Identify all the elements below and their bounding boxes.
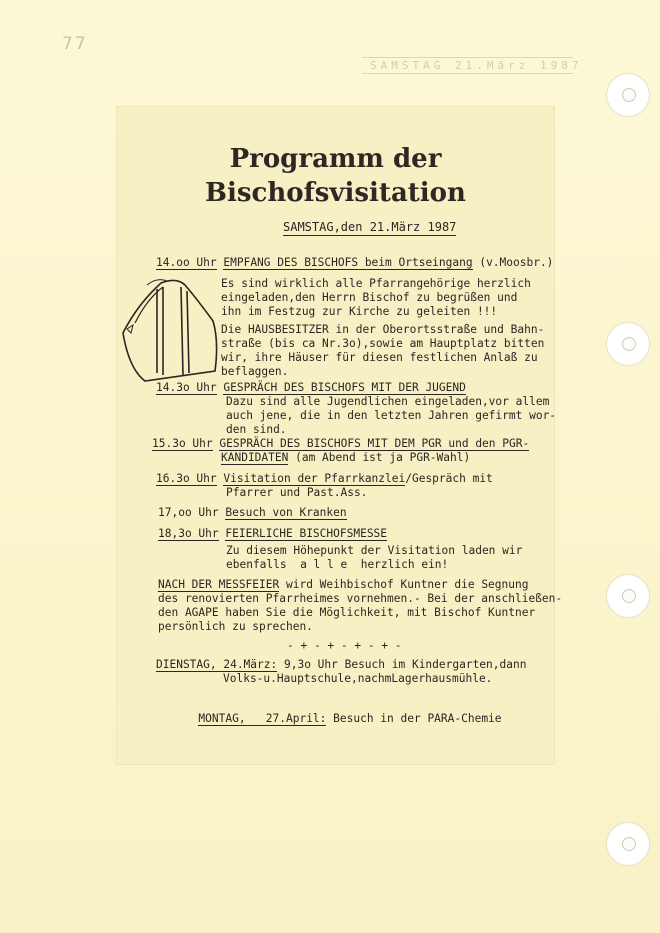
event-note: /Gespräch mit	[405, 472, 493, 485]
event-note: (am Abend ist ja PGR-Wahl)	[288, 451, 471, 464]
event-title: GESPRÄCH DES BISCHOFS MIT DEM PGR und den PGR-	[219, 437, 530, 450]
detail-line: auch jene, die in den letzten Jahren gefirmt wor-	[226, 409, 557, 422]
detail-line: Dazu sind alle Jugendlichen eingeladen,vor allem	[226, 395, 550, 408]
schedule-item	[158, 506, 347, 520]
schedule-item	[152, 437, 529, 451]
title-line-2: Bischofsvisitation	[205, 178, 466, 208]
punch-hole	[606, 73, 650, 117]
punch-hole	[606, 322, 650, 366]
detail-line: Es sind wirklich alle Pfarrangehörige herzlich	[221, 277, 531, 290]
schedule-item	[158, 527, 387, 541]
date-text: Besuch in der PARA-Chemie	[326, 712, 502, 725]
time-label: 16.3o Uhr	[156, 472, 217, 485]
schedule-item-continued	[221, 451, 470, 465]
event-title: Besuch von Kranken	[225, 506, 347, 519]
newspaper-clipping	[117, 107, 563, 764]
divider: - + - + - + - + -	[287, 639, 402, 652]
after-mass-line: des renovierten Pfarrheimes vornehmen.- Bei der anschließen-	[158, 592, 563, 605]
punch-hole	[606, 574, 650, 618]
time-label: 17,oo Uhr	[158, 506, 219, 519]
detail-line: straße (bis ca Nr.3o),sowie am Hauptplatz bitten	[221, 337, 545, 350]
after-mass-line: wird Weihbischof Kuntner die Segnung	[279, 578, 529, 591]
event-title: GESPRÄCH DES BISCHOFS MIT DER JUGEND	[223, 381, 466, 394]
date-text-continued: Volks-u.Hauptschule,nachmLagerhausmühle.	[223, 672, 493, 685]
after-mass-line: den AGAPE haben Sie die Möglichkeit, mit Bischof Kuntner	[158, 606, 536, 619]
schedule-item	[156, 381, 466, 395]
later-date	[156, 658, 526, 672]
detail-line: beflaggen.	[221, 365, 289, 378]
bishop-mitre-icon	[117, 269, 221, 389]
bleed-through-text: SAMSTAG 21.März 1987	[362, 57, 573, 74]
event-title: Visitation der Pfarrkanzlei	[223, 472, 406, 485]
event-title: FEIERLICHE BISCHOFSMESSE	[225, 527, 388, 540]
detail-line: wir, ihre Häuser für diesen festlichen Anlaß zu	[221, 351, 538, 364]
date-label: DIENSTAG, 24.März:	[156, 658, 278, 671]
detail-line: eingeladen,den Herrn Bischof zu begrüßen und	[221, 291, 518, 304]
later-date	[158, 698, 502, 740]
detail-line: ihn im Festzug zur Kirche zu geleiten !!!	[221, 305, 498, 318]
event-note: (v.Moosbr.)	[472, 256, 554, 269]
event-title-continued: KANDIDATEN	[221, 451, 289, 464]
date-text: 9,3o Uhr Besuch im Kindergarten,dann	[277, 658, 527, 671]
date-subheading: SAMSTAG,den 21.März 1987	[283, 220, 457, 234]
detail-line: Pfarrer und Past.Ass.	[226, 486, 368, 499]
schedule-item	[156, 472, 493, 486]
after-mass-line: persönlich zu sprechen.	[158, 620, 313, 633]
time-label: 14.3o Uhr	[156, 381, 217, 394]
detail-line: den sind.	[226, 423, 287, 436]
date-label: MONTAG, 27.April:	[198, 712, 327, 725]
title-line-1: Programm der	[229, 144, 442, 174]
punch-hole	[606, 822, 650, 866]
detail-line: Zu diesem Höhepunkt der Visitation laden wir	[226, 544, 523, 557]
time-label: 18,3o Uhr	[158, 527, 219, 540]
schedule-item	[156, 256, 553, 270]
after-mass-paragraph	[158, 578, 528, 592]
page-number: 77	[62, 34, 88, 54]
detail-line: ebenfalls a l l e herzlich ein!	[226, 558, 449, 571]
detail-line: Die HAUSBESITZER in der Oberortsstraße und Bahn-	[221, 323, 545, 336]
time-label: 15.3o Uhr	[152, 437, 213, 450]
event-title: EMPFANG DES BISCHOFS beim Ortseingang	[223, 256, 473, 269]
time-label: 14.oo Uhr	[156, 256, 217, 269]
after-mass-lead: NACH DER MESSFEIER	[158, 578, 280, 591]
